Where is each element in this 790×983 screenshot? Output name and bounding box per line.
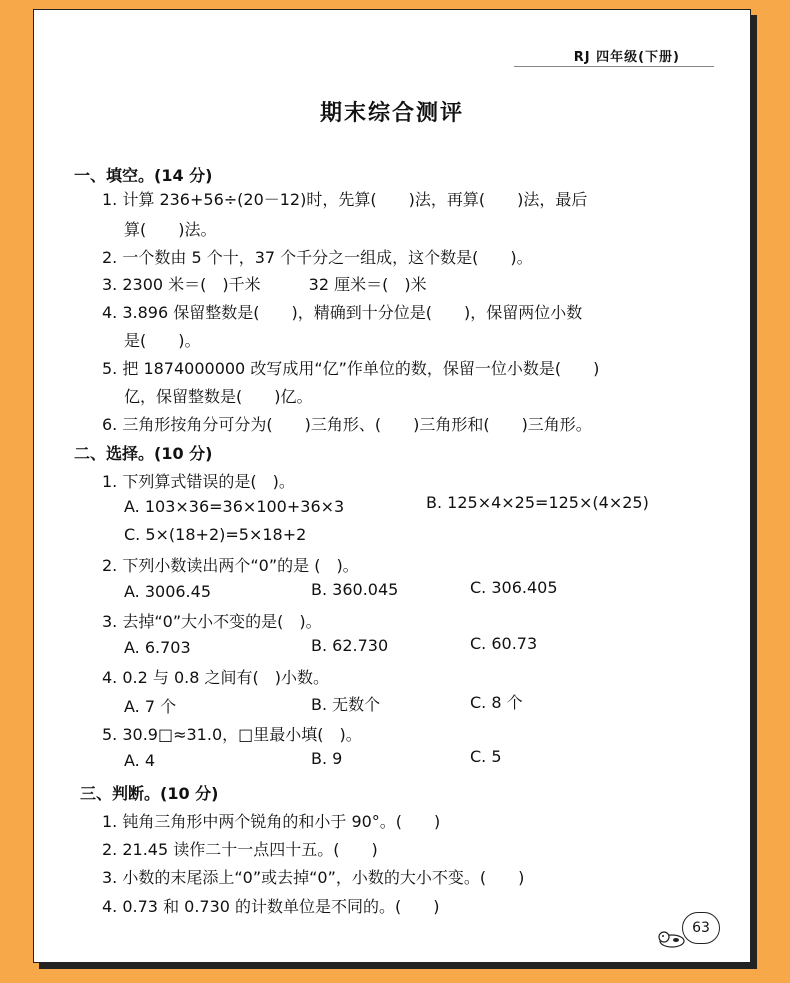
question-line: C. 5×(18+2)=5×18+2 — [124, 525, 307, 544]
question-line: C. 8 个 — [470, 693, 523, 712]
question-line: 4. 3.896 保留整数是( )，精确到十分位是( )，保留两位小数 — [102, 303, 583, 322]
question-line: 2. 下列小数读出两个“0”的是 ( )。 — [102, 556, 359, 575]
question-line: C. 60.73 — [470, 634, 538, 653]
worksheet-page — [33, 9, 751, 963]
question-line: B. 9 — [311, 749, 343, 768]
question-line: A. 3006.45 — [124, 582, 211, 601]
question-line: B. 125×4×25=125×(4×25) — [426, 493, 649, 512]
question-line: 1. 下列算式错误的是( )。 — [102, 472, 295, 491]
question-line: A. 4 — [124, 751, 156, 770]
question-line: A. 103×36=36×100+36×3 — [124, 497, 345, 516]
question-line: B. 62.730 — [311, 636, 389, 655]
question-line: 是( )。 — [124, 331, 201, 350]
question-line: 亿，保留整数是( )亿。 — [124, 387, 313, 406]
question-line: A. 6.703 — [124, 638, 191, 657]
question-line: 2. 21.45 读作二十一点四十五。( ) — [102, 840, 378, 859]
question-line: 4. 0.73 和 0.730 的计数单位是不同的。( ) — [102, 897, 440, 916]
question-line: 1. 计算 236+56÷(20－12)时，先算( )法，再算( )法，最后 — [102, 190, 588, 209]
page-number: 63 — [682, 912, 720, 944]
section-heading: 二、选择。(10 分) — [74, 444, 213, 463]
question-line: 5. 把 1874000000 改写成用“亿”作单位的数，保留一位小数是( ) — [102, 359, 600, 378]
page-title: 期末综合测评 — [319, 101, 464, 126]
question-line: B. 无数个 — [311, 695, 381, 714]
question-line: A. 7 个 — [124, 697, 177, 716]
question-line: 4. 0.2 与 0.8 之间有( )小数。 — [102, 668, 329, 687]
section-heading: 三、判断。(10 分) — [80, 784, 219, 803]
section-heading: 一、填空。(14 分) — [74, 166, 213, 185]
question-line: C. 306.405 — [470, 578, 558, 597]
question-line: C. 5 — [470, 747, 502, 766]
question-line: 3. 2300 米＝( )千米 32 厘米＝( )米 — [102, 275, 427, 294]
grade-tag: RJ 四年级(下册) — [573, 50, 680, 65]
question-line: 5. 30.9□≈31.0，□里最小填( )。 — [102, 725, 362, 744]
header-divider — [514, 66, 714, 67]
question-line: B. 360.045 — [311, 580, 399, 599]
question-line: 2. 一个数由 5 个十，37 个千分之一组成，这个数是( )。 — [102, 248, 533, 267]
question-line: 6. 三角形按角分可分为( )三角形、( )三角形和( )三角形。 — [102, 415, 592, 434]
question-line: 3. 小数的末尾添上“0”或去掉“0”，小数的大小不变。( ) — [102, 868, 525, 887]
question-line: 1. 钝角三角形中两个锐角的和小于 90°。( ) — [102, 812, 441, 831]
question-line: 3. 去掉“0”大小不变的是( )。 — [102, 612, 322, 631]
question-line: 算( )法。 — [124, 220, 217, 239]
